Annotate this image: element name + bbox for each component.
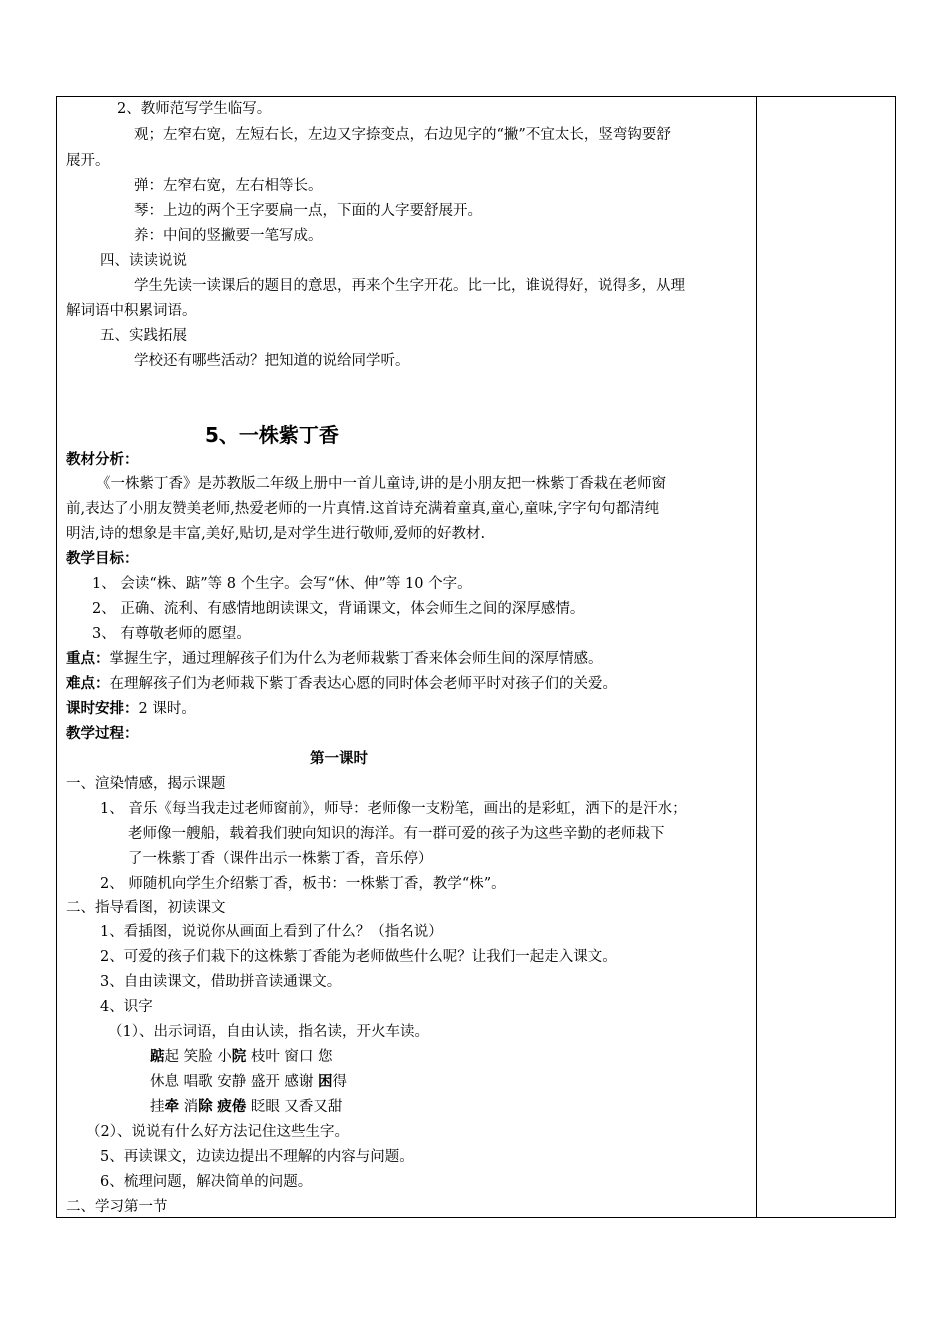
- word-text: 起 笑脸 小: [164, 1049, 232, 1065]
- text-line: 1、看插图，说说你从画面上看到了什么？（指名说）: [100, 924, 443, 940]
- word-bold: 疲倦: [217, 1098, 247, 1115]
- session-title: 第一课时: [310, 750, 368, 767]
- text-line: 6、梳理问题，解决简单的问题。: [100, 1174, 313, 1190]
- difficulty-label: 难点：: [66, 675, 110, 692]
- goal-item: 2、 正确、流利、有感情地朗读课文，背诵课文，体会师生之间的深厚感情。: [92, 601, 585, 617]
- goals-label: 教学目标：: [66, 550, 139, 567]
- word-row: [150, 1048, 333, 1066]
- column-divider: [756, 96, 757, 1218]
- word-text: 枝叶 窗口 您: [246, 1049, 333, 1065]
- section-heading: 一、渲染情感，揭示课题: [66, 776, 226, 792]
- word-text: 休息 唱歌 安静 盛开 感谢: [150, 1074, 319, 1090]
- text-line: 4、识字: [100, 999, 153, 1015]
- section-heading: 二、学习第一节: [66, 1199, 168, 1215]
- text-line: 展开。: [66, 153, 110, 169]
- lesson-title: 5、一株紫丁香: [205, 423, 339, 447]
- word-bold: 踮: [150, 1048, 165, 1065]
- word-row: [150, 1073, 347, 1091]
- text-line: 3、自由读课文，借助拼音读通课文。: [100, 974, 342, 990]
- text-line: 明洁,诗的想象是丰富,美好,贴切,是对学生进行敬师,爱师的好教材.: [66, 526, 486, 542]
- text-line: 2、可爱的孩子们栽下的这株紫丁香能为老师做些什么呢？让我们一起走入课文。: [100, 949, 617, 965]
- word-text: 得: [332, 1074, 348, 1090]
- word-row: [150, 1098, 342, 1116]
- word-bold: 除: [198, 1098, 213, 1115]
- text-line: 解词语中积累词语。: [66, 303, 197, 319]
- goal-item: 3、 有尊敬老师的愿望。: [92, 626, 251, 642]
- text-line: （2）、说说有什么好方法记住这些生字。: [86, 1124, 349, 1140]
- word-bold: 牵: [164, 1098, 179, 1115]
- text-line: 老师像一艘船，载着我们驶向知识的海洋。有一群可爱的孩子为这些辛勤的老师栽下: [128, 826, 665, 842]
- text-line: 学校还有哪些活动？把知道的说给同学听。: [134, 353, 410, 369]
- difficulty-point: [66, 675, 617, 693]
- hours-text: 2 课时。: [138, 701, 196, 717]
- text-line: 1、 音乐《每当我走过老师窗前》，师导：老师像一支粉笔，画出的是彩虹，洒下的是汗水；: [100, 801, 687, 817]
- text-line: 了一株紫丁香（课件出示一株紫丁香，音乐停）: [128, 851, 433, 867]
- word-text: 眨眼 又香又甜: [246, 1099, 343, 1115]
- text-line: 2、教师范写学生临写。: [117, 101, 272, 117]
- text-line: 养：中间的竖撇要一笔写成。: [134, 228, 323, 244]
- text-line: 《一株紫丁香》是苏教版二年级上册中一首儿童诗,讲的是小朋友把一株紫丁香栽在老师窗: [96, 476, 667, 492]
- goal-item: 1、 会读“株、踮”等 8 个生字。会写“休、伸”等 10 个字。: [92, 576, 472, 592]
- word-text: 消: [179, 1099, 199, 1115]
- word-text: 挂: [150, 1099, 165, 1115]
- key-text: 掌握生字，通过理解孩子们为什么为老师栽紫丁香来体会师生间的深厚情感。: [109, 651, 603, 667]
- key-point: [66, 650, 603, 668]
- text-line: 学生先读一读课后的题目的意思，再来个生字开花。比一比，谁说得好，说得多，从理: [134, 278, 685, 294]
- text-line: 弹：左窄右宽，左右相等长。: [134, 178, 323, 194]
- section-heading: 四、读读说说: [100, 253, 187, 269]
- key-label: 重点：: [66, 650, 110, 667]
- section-heading: 二、指导看图，初读课文: [66, 900, 226, 916]
- text-line: 前,表达了小朋友赞美老师,热爱老师的一片真情.这首诗充满着童真,童心,童味,字字句句都清纯: [66, 501, 660, 517]
- text-line: 2、 师随机向学生介绍紫丁香，板书：一株紫丁香，教学“株”。: [100, 876, 506, 892]
- word-bold: 困: [318, 1073, 333, 1090]
- process-label: 教学过程：: [66, 725, 139, 742]
- analysis-label: 教材分析：: [66, 451, 139, 468]
- word-bold: 院: [231, 1048, 247, 1065]
- section-heading: 五、实践拓展: [100, 328, 187, 344]
- hours: [66, 700, 196, 718]
- text-line: 琴：上边的两个王字要扁一点，下面的人字要舒展开。: [134, 203, 482, 219]
- text-line: 5、再读课文，边读边提出不理解的内容与问题。: [100, 1149, 414, 1165]
- text-line: （1）、出示词语，自由认读，指名读，开火车读。: [108, 1024, 429, 1040]
- hours-label: 课时安排：: [66, 700, 139, 717]
- text-line: 观；左窄右宽，左短右长，左边又字捺变点，右边见字的“撇”不宜太长，竖弯钩要舒: [134, 127, 671, 143]
- difficulty-text: 在理解孩子们为老师栽下紫丁香表达心愿的同时体会老师平时对孩子们的关爱。: [109, 676, 617, 692]
